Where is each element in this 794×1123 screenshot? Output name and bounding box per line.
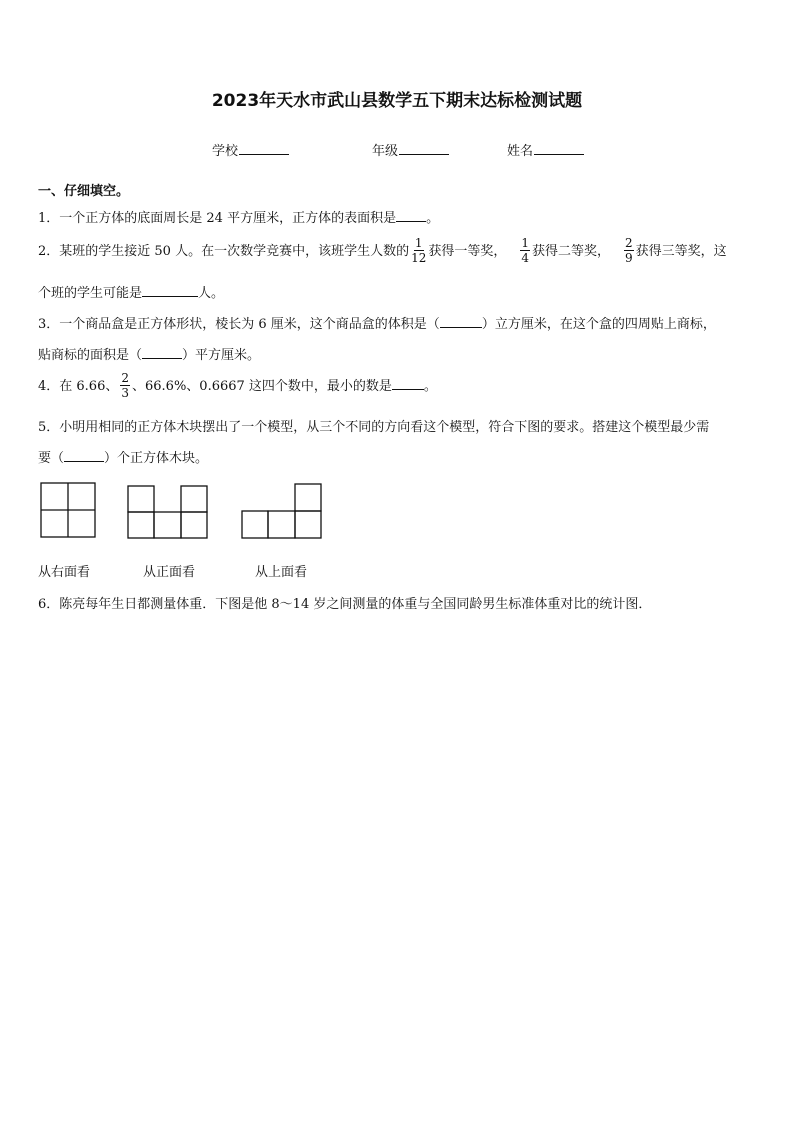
frac-numerator: 1 xyxy=(414,236,423,250)
right-view-figure xyxy=(41,483,95,537)
q4-text-c: 。 xyxy=(423,379,437,394)
q3-text-c: 贴商标的面积是（ xyxy=(38,348,143,363)
caption-right-view: 从右面看 xyxy=(38,565,91,580)
school-label: 学校 xyxy=(212,144,239,159)
fraction-2-3 xyxy=(120,371,130,400)
grade-label: 年级 xyxy=(372,144,399,159)
q4-text-a: 4．在 6.66、 xyxy=(38,379,119,394)
q4-text-b: 、66.6%、0.6667 这四个数中，最小的数是 xyxy=(132,379,392,394)
q2-text-b: 获得一等奖， xyxy=(428,244,507,259)
q3-area-blank[interactable] xyxy=(142,346,182,359)
question-6: 6．陈亮每年生日都测量体重．下图是他 8～14 岁之间测量的体重与全国同龄男生标准体重对比的统计图． xyxy=(38,597,652,612)
q1-text: 1．一个正方体的底面周长是 24 平方厘米，正方体的表面积是 xyxy=(38,211,397,226)
q1-end: 。 xyxy=(426,211,440,226)
frac-numerator: 2 xyxy=(121,371,129,385)
question-2-cont xyxy=(38,282,224,301)
question-3-cont xyxy=(38,344,260,363)
school-field xyxy=(212,140,289,159)
q3-volume-blank[interactable] xyxy=(440,315,482,328)
name-blank[interactable] xyxy=(534,143,584,155)
top-view-figure xyxy=(242,484,321,538)
q5-text-b: 要（ xyxy=(38,451,65,466)
q3-text-d: ）平方厘米。 xyxy=(182,348,261,363)
fraction-2-9 xyxy=(624,236,634,265)
three-view-diagram xyxy=(38,480,338,545)
q5-text-c: ）个正方体木块。 xyxy=(104,451,209,466)
q2-text-d: 获得三等奖，这 xyxy=(635,244,727,259)
q3-text-b: ）立方厘米，在这个盒的四周贴上商标， xyxy=(481,317,716,332)
front-view-figure xyxy=(128,486,207,538)
question-3 xyxy=(38,313,716,332)
q2-text-a: 2．某班的学生接近 50 人。在一次数学竞赛中，该班学生人数的 xyxy=(38,244,410,259)
frac-denominator: 12 xyxy=(411,251,427,265)
q5-text-a: 5．小明用相同的正方体木块摆出了一个模型，从三个不同的方向看这个模型，符合下图的要求。搭建这个模型最少需 xyxy=(38,420,710,435)
caption-top-view: 从上面看 xyxy=(255,565,308,580)
q5-answer-blank[interactable] xyxy=(64,449,104,462)
q3-text-a: 3．一个商品盒是正方体形状，棱长为 6 厘米，这个商品盒的体积是（ xyxy=(38,317,440,332)
fraction-1-4 xyxy=(520,236,530,265)
question-1 xyxy=(38,207,439,226)
name-label: 姓名 xyxy=(507,144,534,159)
name-field xyxy=(507,140,584,159)
frac-numerator: 2 xyxy=(625,236,633,250)
q2-text-c: 获得二等奖， xyxy=(532,244,611,259)
school-blank[interactable] xyxy=(239,143,289,155)
question-5-cont xyxy=(38,447,208,466)
frac-denominator: 4 xyxy=(521,251,530,265)
paper-title: 2023年天水市武山县数学五下期末达标检测试题 xyxy=(211,91,583,111)
section-heading: 一、仔细填空。 xyxy=(38,184,130,199)
question-5 xyxy=(38,416,709,435)
q2-text-f: 人。 xyxy=(198,286,225,301)
grade-blank[interactable] xyxy=(399,143,449,155)
question-2 xyxy=(38,236,727,268)
question-4 xyxy=(38,370,437,404)
frac-denominator: 3 xyxy=(121,386,129,400)
frac-numerator: 1 xyxy=(521,236,530,250)
frac-denominator: 9 xyxy=(625,251,633,265)
grade-field xyxy=(372,140,449,159)
q1-answer-blank[interactable] xyxy=(396,209,426,222)
caption-front-view: 从正面看 xyxy=(143,565,196,580)
q4-answer-blank[interactable] xyxy=(392,377,424,390)
fraction-1-12 xyxy=(411,236,426,265)
q2-text-e: 个班的学生可能是 xyxy=(38,286,143,301)
q2-answer-blank[interactable] xyxy=(142,284,198,297)
